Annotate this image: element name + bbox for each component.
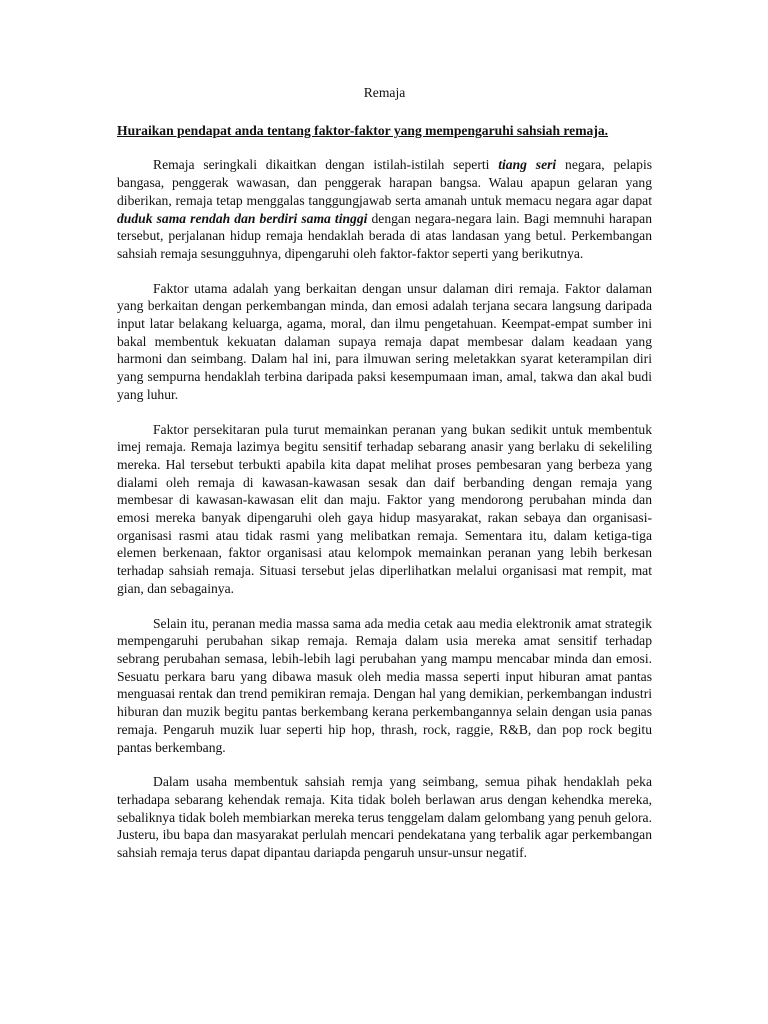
paragraph-1-text-b: negara, pelapis bangasa, penggerak wawasan, dan penggerak harapan bangsa. Walau apapun gelaran yang diberikan, remaja tetap menggalas tanggungjawab serta amanah untuk memacu negara agar dapat: [117, 157, 653, 208]
paragraph-4: Selain itu, peranan media massa sama ada media cetak aau media elektronik amat strategik mempengaruhi perubahan sikap remaja. Remaja dalam usia mereka amat sensitif terhadap sebrang perubahan semasa, lebih-lebih lagi perubahan yang mampu mencabar minda dan emosi. Sesuatu perkara baru yang dibawa masuk oleh media massa seperti input hiburan amat pantas menguasai rentak dan trend pemikiran remaja. Dengan hal yang demikian, perkembangan industri hiburan dan muzik begitu pantas berkembang kerana perkembangannya selain dengan usia panas remaja. Pengaruh muzik luar seperti hip hop, thrash, rock, raggie, R&B, dan pop rock begitu pantas berkembang.: [117, 615, 652, 755]
paragraph-1-emphasis-tiang-seri: tiang seri: [498, 157, 557, 173]
document-page: [117, 84, 652, 879]
paragraph-1: [117, 156, 652, 262]
paragraph-5: Dalam usaha membentuk sahsiah remja yang seimbang, semua pihak hendaklah peka terhadapa sebarang kehendak remaja. Kita tidak boleh berlawan arus dengan kehendka mereka, sebaliknya tidak boleh membiarkan mereka terus tenggelam dalam gelombang yang penuh gelora. Justeru, ibu bapa dan masyarakat perlulah mencari pendekatana yang terbalik agar perkembangan sahsiah remaja terus dapat dipantau dariapda pengaruh unsur-unsur negatif.: [117, 774, 652, 861]
paragraph-1-text-c: dengan negara-negara lain. Bagi memnuhi harapan tersebut, perjalanan hidup remaja hendaklah berada di atas landasan yang betul. Perkembangan sahsiah remaja sesungguhnya, dipengaruhi oleh faktor-faktor seperti yang berikutnya.: [117, 210, 652, 261]
paragraph-1-text-a: Remaja seringkali dikaitkan dengan istilah-istilah seperti: [153, 157, 499, 173]
document-title: Remaja: [363, 85, 406, 100]
paragraph-2: Faktor utama adalah yang berkaitan dengan unsur dalaman diri remaja. Faktor dalaman yang berkaitan dengan perkembangan minda, dan emosi adalah terjana secara langsung daripada input latar belakang keluarga, agama, moral, dan ilmu pengetahuan. Keempat-empat sumber ini bakal membentuk kekuatan dalaman supaya remaja dapat membesar dalam keadaan yang harmoni dan seimbang. Dalam hal ini, para ilmuwan sering meletakkan syarat keterampilan diri yang sempurna hendaklah terbina daripada paksi kesempumaan iman, amal, takwa dan akal budi yang luhur.: [117, 280, 652, 402]
paragraph-3: Faktor persekitaran pula turut memainkan peranan yang bukan sedikit untuk membentuk imej remaja. Remaja lazimya begitu sensitif terhadap sebarang anasir yang berlaku di sekeliling mereka. Hal tersebut terbukti apabila kita dapat melihat proses pembesaran yang berbeza yang dialami oleh remaja di kawasan-kawasan sesak dan daif berbanding dengan remaja yang membesar di kawasan-kawasan elit dan maju. Faktor yang mendorong perubahan minda dan emosi mereka banyak dipengaruhi oleh gaya hidup masyarakat, rakan sebaya dan organisasi-organisasi rasmi atau tidak rasmi yang melibatkan remaja. Sementara itu, dalam ketiga-tiga elemen berkenaan, faktor organisasi atau kelompok memainkan peranan yang lebih berkesan terhadap sahsiah remaja. Situasi tersebut jelas diperlihatkan melalui organisasi mat rempit, mat gian, dan sebagainya.: [117, 421, 652, 596]
essay-question: Huraikan pendapat anda tentang faktor-faktor yang mempengaruhi sahsiah remaja.: [117, 122, 609, 138]
paragraph-1-emphasis-peribahasa: duduk sama rendah dan berdiri sama tinggi: [117, 210, 368, 226]
